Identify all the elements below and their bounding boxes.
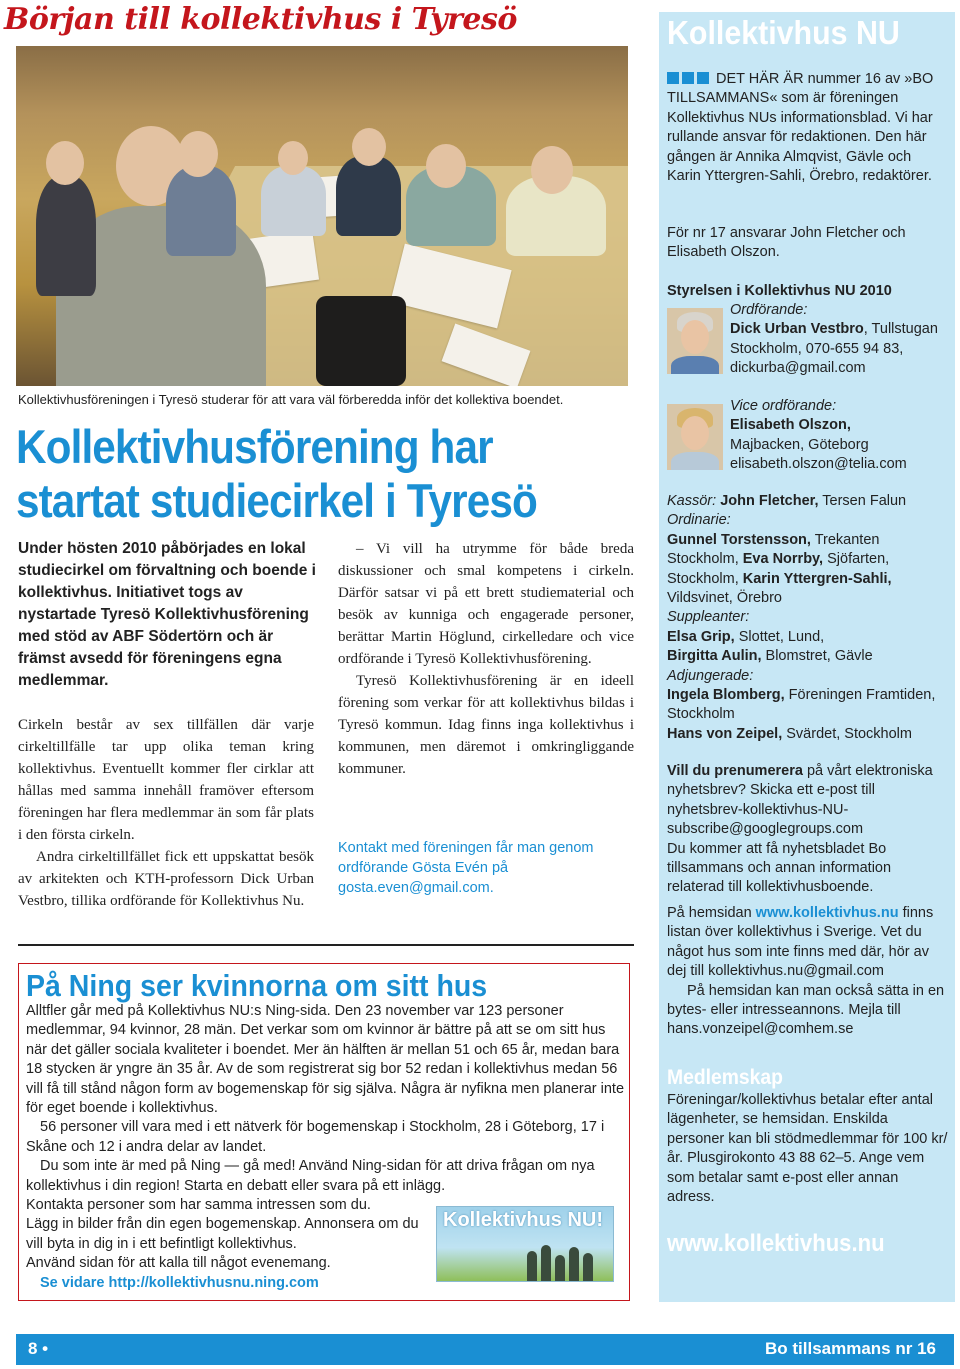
chair-role: Ordförande: xyxy=(730,302,808,318)
article-paragraph: Tyresö Kollektivhusförening är en ideell förening som verkar för att kollektivhus bildas i Tyresö kommun. Idag finns inga kollektivhus i kommunen, men däremot i omkringliggande kommuner. xyxy=(338,673,634,777)
member-name: Eva Norrby, xyxy=(742,551,824,568)
page-footer xyxy=(16,1334,954,1365)
member-details: Sjöfarten, Stockholm, xyxy=(667,551,890,587)
website-url[interactable]: www.kollektivhus.nu xyxy=(667,1230,885,1257)
ning-paragraph: Du som inte är med på Ning — gå med! Använd Ning-sidan för att driva frågan om nya kollektivhus i din region! Starta en debatt eller svara på ett inlägg. xyxy=(26,1158,595,1194)
ning-title: På Ning ser kvinnorna om sitt hus xyxy=(26,968,488,1003)
section-kicker: Början till kollektivhus i Tyresö xyxy=(4,2,517,37)
web-paragraph: På hemsidan kan man också sätta in en bytes- eller intresseannons. Mejla till hans.vonzeipel@comhem.se xyxy=(667,982,945,1038)
chair-details: , Tullstugan Stockholm, 070-655 94 83, dickurba@gmail.com xyxy=(730,321,938,377)
article-column-2 xyxy=(338,538,634,780)
article-column-1 xyxy=(18,714,314,912)
member-name: Birgitta Aulin, xyxy=(667,648,762,665)
paper-text: Du kommer att få nyhetsbladet Bo tillsammans och annan information relaterad till kollektivhusboende. xyxy=(667,840,892,896)
member-name: Elsa Grip, xyxy=(667,628,735,645)
member-name: Gunnel Torstensson, xyxy=(667,531,811,548)
member-details: Blomstret, Gävle xyxy=(761,648,873,665)
membership-title: Medlemskap xyxy=(667,1066,783,1089)
vice-details: Majbacken, Göteborg elisabeth.olszon@telia.com xyxy=(730,436,907,473)
chair-info xyxy=(730,301,950,379)
website-info xyxy=(667,904,949,1040)
page-number: 8 • xyxy=(28,1339,49,1358)
sidebar-title: Kollektivhus NU xyxy=(667,14,900,51)
article-lead: Under hösten 2010 påbörjades en lokal studiecirkel om förvaltning och boende i kollektivhus. Initiativet togs av nystartade Tyresö Kollektivhusförening med stöd av ABF Södertörn och är främst avsedd för föreningens egna medlemmar. xyxy=(18,540,316,689)
deputy-role: Suppleanter: xyxy=(667,609,750,626)
member-details: Trekanten Stockholm, xyxy=(667,531,880,568)
subscribe-label: Vill du prenumerera xyxy=(667,763,803,779)
board-heading: Styrelsen i Kollektivhus NU 2010 xyxy=(667,283,892,299)
ordinary-role: Ordinarie: xyxy=(667,512,731,529)
member-name: Hans von Zeipel, xyxy=(667,725,783,742)
issue-label: Bo tillsammans nr 16 xyxy=(764,1339,936,1358)
ning-paragraph: 56 personer vill vara med i ett nätverk för bogemenskap i Stockholm, 28 i Göteborg, 17 i Skåne och 12 i andra delar av landet. xyxy=(26,1119,605,1155)
study-circle-photo xyxy=(16,46,628,386)
website-link[interactable]: www.kollektivhus.nu xyxy=(755,905,899,921)
article-paragraph: Cirkeln består av sex tillfällen där varje cirkeltillfälle tar upp olika teman kring kollektivhus. Eventuellt kommer fler cirklar att hållas med samma innehåll framöver eftersom föreningen har flera medlemmar än som får plats i den första cirkeln. xyxy=(18,717,314,843)
adjunct-role: Adjungerade: xyxy=(667,667,754,684)
ning-paragraph: Kontakta personer som har samma intressen som du. xyxy=(26,1197,371,1214)
ning-banner-image xyxy=(436,1206,614,1282)
member-details: Föreningen Framtiden, Stockholm xyxy=(667,687,936,723)
member-name: Ingela Blomberg, xyxy=(667,687,785,704)
sidebar-intro xyxy=(667,70,949,186)
treasurer-details: Tersen Falun xyxy=(818,493,907,509)
board-members xyxy=(667,492,949,744)
divider xyxy=(18,944,634,946)
article-headline xyxy=(16,420,574,528)
article-paragraph: – Vi vill ha utrymme för både breda diskussioner och smal kompetens i cirkeln. Därför satsar vi på ett brett studiematerial och besök av kunniga och engagerade personer, berättar Martin Höglund, cirkelledare och vice ordförande i Tyresö Kollektivhusförening. xyxy=(338,541,634,667)
article-paragraph: Andra cirkeltillfället fick ett uppskattat besök av arkitekten och KTH-professorn Dick Urban Vestbro, tillika ordförande för Kollektivhus Nu. xyxy=(18,849,314,909)
ning-banner-title: Kollektivhus NU! xyxy=(443,1209,604,1231)
avatar xyxy=(667,308,723,374)
contact-info: Kontakt med föreningen får man genom ordförande Gösta Evén på gosta.even@gmail.com. xyxy=(338,840,594,896)
vice-name: Elisabeth Olszon, xyxy=(730,417,851,434)
ning-paragraph: Lägg in bilder från din egen bogemenskap. Annonsera om du vill byta in dig in i ett befintligt kollektivhus. xyxy=(26,1216,419,1252)
next-issue: För nr 17 ansvarar John Fletcher och Elisabeth Olszon. xyxy=(667,225,906,261)
chair-name: Dick Urban Vestbro xyxy=(730,321,864,338)
web-pre: På hemsidan xyxy=(667,905,756,921)
subscribe-text: på vårt elektroniska nyhetsbrev? Skicka ett e-post till nyhetsbrev-kollektivhus-NU-subscribe@googlegroups.com xyxy=(667,763,933,838)
photo-caption: Kollektivhusföreningen i Tyresö studerar för att vara väl förberedda inför det kollektiva boendet. xyxy=(18,392,564,407)
subscribe-info xyxy=(667,762,949,898)
treasurer-role: Kassör: xyxy=(667,493,717,509)
member-details: Svärdet, Stockholm xyxy=(782,725,912,742)
member-details: Slottet, Lund, xyxy=(734,628,825,645)
vice-chair-info xyxy=(730,397,952,475)
membership-text: Föreningar/kollektivhus betalar efter antal lägenheter, se hemsidan. Enskilda personer kan bli stödmedlemmar för 100 kr/år. Plusgirokonto 43 88 62–5. Ange vem som betalar samt e-post eller annan adress. xyxy=(667,1092,948,1206)
treasurer-name: John Fletcher, xyxy=(720,493,819,509)
avatar xyxy=(667,404,723,470)
member-details: Vildsvinet, Örebro xyxy=(667,590,782,607)
ning-paragraph: Använd sidan för att kalla till något evenemang. xyxy=(26,1255,331,1272)
vice-role: Vice ordförande: xyxy=(730,398,837,414)
member-name: Karin Yttergren-Sahli, xyxy=(742,570,892,587)
headline-line-2: startat studiecirkel i Tyresö xyxy=(16,474,537,527)
intro-text: DET HÄR ÄR nummer 16 av »BO TILLSAMMANS« som är föreningen Kollektivhus NUs informationsblad. Vi har rullande ansvar för redaktionen. Den här gången är Annika Almqvist, Gävle och Karin Yttergren-Sahli, Örebro, redaktörer. xyxy=(667,71,934,185)
ning-paragraph: Alltfler går med på Kollektivhus NU:s Ning-sida. Den 23 november var 123 personer medlemmar, 94 kvinnor, 28 män. Det verkar som om kvinnor är bättre på att se om sitt hus när det gäller sociala kvaliteter i boendet. Mer än hälften är mellan 51 och 65 år, medan bara 18 stycken är yngre än 35 år. Av de som registrerat sig bor 52 redan i kollektivhus medan 56 vill få till stånd någon form av bogemenskap för sig själva. Några är nyfikna men planerar inte för eget boende i kollektivhus. xyxy=(26,1003,625,1117)
headline-line-1: Kollektivhusförening har xyxy=(16,420,493,473)
squares-icon xyxy=(667,70,712,89)
web-post: finns listan över kollektivhus i Sverige. Vet du något hus som inte finns med där, hör av dej till kollektivhus.nu@gmail.com xyxy=(667,905,934,980)
ning-link[interactable]: Se vidare http://kollektivhusnu.ning.com xyxy=(40,1274,319,1291)
